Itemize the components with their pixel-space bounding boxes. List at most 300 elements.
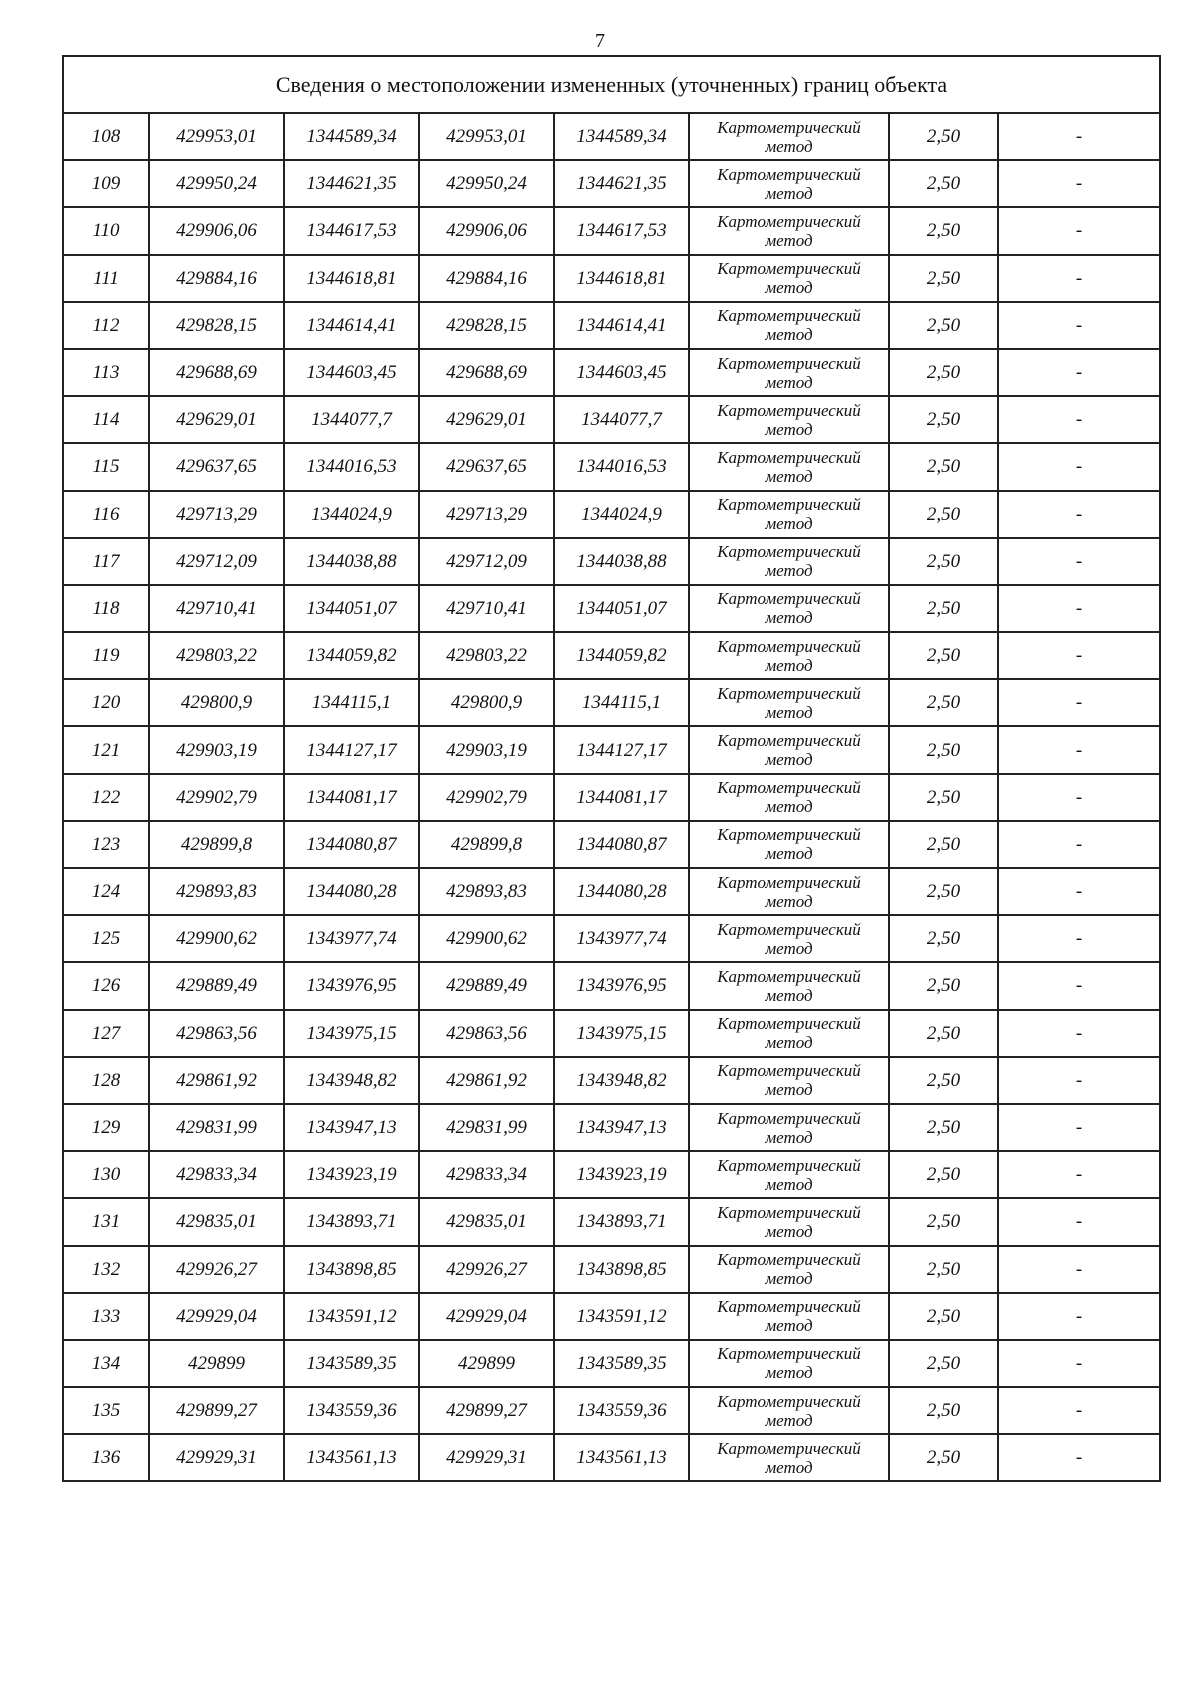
refined-x-cell: 429889,49: [419, 962, 554, 1009]
method-cell: [689, 774, 889, 821]
accuracy-cell: 2,50: [889, 207, 998, 254]
description-cell: -: [998, 1104, 1160, 1151]
refined-y-cell: 1344617,53: [554, 207, 689, 254]
method-cell: [689, 1151, 889, 1198]
refined-y-cell: 1344618,81: [554, 255, 689, 302]
refined-x-cell: 429929,31: [419, 1434, 554, 1481]
accuracy-cell: 2,50: [889, 632, 998, 679]
method-cell: [689, 868, 889, 915]
existing-x-cell: 429637,65: [149, 443, 284, 490]
method-line-2: метод: [765, 797, 813, 817]
method-line-2: метод: [765, 230, 813, 250]
existing-x-cell: 429903,19: [149, 726, 284, 773]
method-line-2: метод: [765, 278, 813, 298]
description-cell: -: [998, 255, 1160, 302]
table-row: [63, 1293, 1160, 1340]
description-cell: -: [998, 632, 1160, 679]
existing-y-cell: 1343589,35: [284, 1340, 419, 1387]
accuracy-cell: 2,50: [889, 113, 998, 160]
refined-y-cell: 1343948,82: [554, 1057, 689, 1104]
method-line-1: Картометрический: [717, 211, 861, 231]
existing-x-cell: 429629,01: [149, 396, 284, 443]
refined-x-cell: 429803,22: [419, 632, 554, 679]
table-row: [63, 1104, 1160, 1151]
point-number-cell: 123: [63, 821, 149, 868]
method-line-1: Картометрический: [717, 1108, 861, 1128]
table-row: [63, 160, 1160, 207]
description-cell: -: [998, 396, 1160, 443]
method-line-2: метод: [765, 419, 813, 439]
method-cell: [689, 1293, 889, 1340]
existing-x-cell: 429800,9: [149, 679, 284, 726]
method-cell: [689, 726, 889, 773]
method-line-1: Картометрический: [717, 117, 861, 137]
description-cell: -: [998, 1010, 1160, 1057]
accuracy-cell: 2,50: [889, 774, 998, 821]
existing-x-cell: 429712,09: [149, 538, 284, 585]
existing-x-cell: 429835,01: [149, 1198, 284, 1245]
description-cell: -: [998, 962, 1160, 1009]
refined-x-cell: 429902,79: [419, 774, 554, 821]
point-number-cell: 120: [63, 679, 149, 726]
point-number-cell: 118: [63, 585, 149, 632]
existing-x-cell: 429803,22: [149, 632, 284, 679]
method-line-2: метод: [765, 1457, 813, 1477]
method-line-2: метод: [765, 561, 813, 581]
method-cell: [689, 1198, 889, 1245]
description-cell: -: [998, 821, 1160, 868]
method-line-1: Картометрический: [717, 1155, 861, 1175]
accuracy-cell: 2,50: [889, 538, 998, 585]
existing-y-cell: 1344080,28: [284, 868, 419, 915]
method-line-1: Картометрический: [717, 636, 861, 656]
method-line-1: Картометрический: [717, 683, 861, 703]
method-cell: [689, 915, 889, 962]
existing-x-cell: 429899,8: [149, 821, 284, 868]
point-number-cell: 128: [63, 1057, 149, 1104]
method-line-1: Картометрический: [717, 1438, 861, 1458]
accuracy-cell: 2,50: [889, 1387, 998, 1434]
point-number-cell: 135: [63, 1387, 149, 1434]
refined-x-cell: 429926,27: [419, 1246, 554, 1293]
method-line-1: Картометрический: [717, 919, 861, 939]
existing-y-cell: 1344618,81: [284, 255, 419, 302]
point-number-cell: 131: [63, 1198, 149, 1245]
method-line-1: Картометрический: [717, 259, 861, 279]
method-cell: [689, 1340, 889, 1387]
refined-x-cell: 429629,01: [419, 396, 554, 443]
table-row: [63, 1151, 1160, 1198]
method-line-2: метод: [765, 514, 813, 534]
point-number-cell: 117: [63, 538, 149, 585]
refined-x-cell: 429900,62: [419, 915, 554, 962]
description-cell: -: [998, 207, 1160, 254]
point-number-cell: 127: [63, 1010, 149, 1057]
point-number-cell: 132: [63, 1246, 149, 1293]
description-cell: -: [998, 349, 1160, 396]
refined-x-cell: 429953,01: [419, 113, 554, 160]
existing-y-cell: 1343893,71: [284, 1198, 419, 1245]
method-line-2: метод: [765, 1033, 813, 1053]
point-number-cell: 125: [63, 915, 149, 962]
table-row: [63, 1198, 1160, 1245]
table-row: [63, 396, 1160, 443]
description-cell: -: [998, 679, 1160, 726]
description-cell: -: [998, 915, 1160, 962]
method-line-2: метод: [765, 750, 813, 770]
method-line-1: Картометрический: [717, 1391, 861, 1411]
table-row: [63, 679, 1160, 726]
table-row: [63, 915, 1160, 962]
existing-x-cell: 429861,92: [149, 1057, 284, 1104]
existing-x-cell: 429926,27: [149, 1246, 284, 1293]
method-cell: [689, 396, 889, 443]
refined-y-cell: 1344614,41: [554, 302, 689, 349]
existing-y-cell: 1344051,07: [284, 585, 419, 632]
existing-y-cell: 1343977,74: [284, 915, 419, 962]
table-row: [63, 207, 1160, 254]
accuracy-cell: 2,50: [889, 255, 998, 302]
existing-x-cell: 429929,04: [149, 1293, 284, 1340]
refined-y-cell: 1344080,87: [554, 821, 689, 868]
method-line-1: Картометрический: [717, 825, 861, 845]
table-row: [63, 1387, 1160, 1434]
method-line-2: метод: [765, 136, 813, 156]
refined-y-cell: 1343561,13: [554, 1434, 689, 1481]
existing-y-cell: 1343591,12: [284, 1293, 419, 1340]
existing-y-cell: 1344016,53: [284, 443, 419, 490]
method-line-2: метод: [765, 1174, 813, 1194]
description-cell: -: [998, 774, 1160, 821]
refined-x-cell: 429861,92: [419, 1057, 554, 1104]
refined-y-cell: 1344059,82: [554, 632, 689, 679]
existing-y-cell: 1344059,82: [284, 632, 419, 679]
method-cell: [689, 1010, 889, 1057]
existing-x-cell: 429902,79: [149, 774, 284, 821]
refined-y-cell: 1344621,35: [554, 160, 689, 207]
point-number-cell: 113: [63, 349, 149, 396]
refined-y-cell: 1344024,9: [554, 491, 689, 538]
method-line-1: Картометрический: [717, 400, 861, 420]
method-line-1: Картометрический: [717, 1014, 861, 1034]
existing-y-cell: 1344077,7: [284, 396, 419, 443]
accuracy-cell: 2,50: [889, 491, 998, 538]
existing-y-cell: 1344621,35: [284, 160, 419, 207]
existing-x-cell: 429710,41: [149, 585, 284, 632]
accuracy-cell: 2,50: [889, 1198, 998, 1245]
description-cell: -: [998, 1198, 1160, 1245]
existing-y-cell: 1343559,36: [284, 1387, 419, 1434]
refined-x-cell: 429899: [419, 1340, 554, 1387]
existing-x-cell: 429906,06: [149, 207, 284, 254]
accuracy-cell: 2,50: [889, 302, 998, 349]
refined-x-cell: 429713,29: [419, 491, 554, 538]
refined-y-cell: 1343923,19: [554, 1151, 689, 1198]
existing-x-cell: 429831,99: [149, 1104, 284, 1151]
refined-y-cell: 1344115,1: [554, 679, 689, 726]
table-row: [63, 349, 1160, 396]
description-cell: -: [998, 1387, 1160, 1434]
method-line-1: Картометрический: [717, 306, 861, 326]
table-row: [63, 1246, 1160, 1293]
accuracy-cell: 2,50: [889, 585, 998, 632]
existing-y-cell: 1344603,45: [284, 349, 419, 396]
table-row: [63, 632, 1160, 679]
method-cell: [689, 443, 889, 490]
table-row: [63, 302, 1160, 349]
method-cell: [689, 538, 889, 585]
refined-x-cell: 429637,65: [419, 443, 554, 490]
accuracy-cell: 2,50: [889, 443, 998, 490]
description-cell: -: [998, 1057, 1160, 1104]
boundary-coordinates-table: [62, 55, 1161, 1482]
accuracy-cell: 2,50: [889, 1340, 998, 1387]
method-cell: [689, 821, 889, 868]
method-cell: [689, 962, 889, 1009]
method-cell: [689, 1387, 889, 1434]
accuracy-cell: 2,50: [889, 915, 998, 962]
existing-x-cell: 429899,27: [149, 1387, 284, 1434]
existing-y-cell: 1344081,17: [284, 774, 419, 821]
refined-y-cell: 1343591,12: [554, 1293, 689, 1340]
method-line-2: метод: [765, 702, 813, 722]
existing-y-cell: 1344080,87: [284, 821, 419, 868]
method-line-2: метод: [765, 891, 813, 911]
description-cell: -: [998, 726, 1160, 773]
existing-y-cell: 1343975,15: [284, 1010, 419, 1057]
description-cell: -: [998, 302, 1160, 349]
method-cell: [689, 349, 889, 396]
existing-x-cell: 429889,49: [149, 962, 284, 1009]
existing-y-cell: 1344127,17: [284, 726, 419, 773]
method-line-2: метод: [765, 1080, 813, 1100]
method-cell: [689, 1246, 889, 1293]
method-line-1: Картометрический: [717, 447, 861, 467]
existing-x-cell: 429884,16: [149, 255, 284, 302]
table-row: [63, 443, 1160, 490]
description-cell: -: [998, 443, 1160, 490]
description-cell: -: [998, 1340, 1160, 1387]
point-number-cell: 136: [63, 1434, 149, 1481]
point-number-cell: 133: [63, 1293, 149, 1340]
refined-x-cell: 429710,41: [419, 585, 554, 632]
accuracy-cell: 2,50: [889, 1057, 998, 1104]
point-number-cell: 129: [63, 1104, 149, 1151]
existing-y-cell: 1344617,53: [284, 207, 419, 254]
accuracy-cell: 2,50: [889, 349, 998, 396]
existing-y-cell: 1343948,82: [284, 1057, 419, 1104]
table-row: [63, 1057, 1160, 1104]
point-number-cell: 134: [63, 1340, 149, 1387]
method-cell: [689, 632, 889, 679]
refined-x-cell: 429800,9: [419, 679, 554, 726]
existing-y-cell: 1343923,19: [284, 1151, 419, 1198]
method-line-1: Картометрический: [717, 731, 861, 751]
refined-x-cell: 429828,15: [419, 302, 554, 349]
refined-y-cell: 1343976,95: [554, 962, 689, 1009]
accuracy-cell: 2,50: [889, 679, 998, 726]
existing-x-cell: 429900,62: [149, 915, 284, 962]
method-cell: [689, 585, 889, 632]
table-row: [63, 113, 1160, 160]
method-line-1: Картометрический: [717, 1344, 861, 1364]
method-line-2: метод: [765, 1127, 813, 1147]
refined-x-cell: 429833,34: [419, 1151, 554, 1198]
existing-x-cell: 429893,83: [149, 868, 284, 915]
existing-x-cell: 429950,24: [149, 160, 284, 207]
accuracy-cell: 2,50: [889, 396, 998, 443]
table-header-row: [63, 56, 1160, 113]
point-number-cell: 126: [63, 962, 149, 1009]
accuracy-cell: 2,50: [889, 1246, 998, 1293]
table-row: [63, 868, 1160, 915]
refined-y-cell: 1344081,17: [554, 774, 689, 821]
point-number-cell: 121: [63, 726, 149, 773]
method-line-2: метод: [765, 1363, 813, 1383]
accuracy-cell: 2,50: [889, 821, 998, 868]
refined-y-cell: 1344077,7: [554, 396, 689, 443]
method-cell: [689, 1057, 889, 1104]
point-number-cell: 114: [63, 396, 149, 443]
refined-y-cell: 1343559,36: [554, 1387, 689, 1434]
method-line-1: Картометрический: [717, 589, 861, 609]
refined-x-cell: 429712,09: [419, 538, 554, 585]
refined-y-cell: 1343975,15: [554, 1010, 689, 1057]
accuracy-cell: 2,50: [889, 726, 998, 773]
existing-y-cell: 1343976,95: [284, 962, 419, 1009]
point-number-cell: 108: [63, 113, 149, 160]
existing-x-cell: 429833,34: [149, 1151, 284, 1198]
refined-x-cell: 429884,16: [419, 255, 554, 302]
point-number-cell: 110: [63, 207, 149, 254]
description-cell: -: [998, 1151, 1160, 1198]
method-line-2: метод: [765, 325, 813, 345]
refined-x-cell: 429893,83: [419, 868, 554, 915]
table-row: [63, 585, 1160, 632]
table-row: [63, 774, 1160, 821]
method-line-2: метод: [765, 844, 813, 864]
method-line-1: Картометрический: [717, 1202, 861, 1222]
method-line-2: метод: [765, 608, 813, 628]
existing-y-cell: 1344614,41: [284, 302, 419, 349]
method-line-2: метод: [765, 938, 813, 958]
refined-x-cell: 429903,19: [419, 726, 554, 773]
description-cell: -: [998, 113, 1160, 160]
table-row: [63, 726, 1160, 773]
existing-y-cell: 1343898,85: [284, 1246, 419, 1293]
method-line-2: метод: [765, 466, 813, 486]
refined-x-cell: 429899,27: [419, 1387, 554, 1434]
method-cell: [689, 1434, 889, 1481]
point-number-cell: 111: [63, 255, 149, 302]
refined-x-cell: 429688,69: [419, 349, 554, 396]
table-title: Сведения о местоположении измененных (уточненных) границ объекта: [63, 56, 1160, 113]
refined-x-cell: 429929,04: [419, 1293, 554, 1340]
refined-x-cell: 429906,06: [419, 207, 554, 254]
refined-x-cell: 429863,56: [419, 1010, 554, 1057]
accuracy-cell: 2,50: [889, 962, 998, 1009]
method-cell: [689, 491, 889, 538]
page-number: 7: [595, 30, 605, 52]
refined-x-cell: 429831,99: [419, 1104, 554, 1151]
refined-y-cell: 1344080,28: [554, 868, 689, 915]
existing-y-cell: 1344024,9: [284, 491, 419, 538]
existing-x-cell: 429863,56: [149, 1010, 284, 1057]
refined-y-cell: 1344038,88: [554, 538, 689, 585]
description-cell: -: [998, 491, 1160, 538]
refined-x-cell: 429899,8: [419, 821, 554, 868]
refined-y-cell: 1343898,85: [554, 1246, 689, 1293]
existing-x-cell: 429688,69: [149, 349, 284, 396]
existing-y-cell: 1344589,34: [284, 113, 419, 160]
refined-y-cell: 1344127,17: [554, 726, 689, 773]
refined-y-cell: 1343977,74: [554, 915, 689, 962]
accuracy-cell: 2,50: [889, 1151, 998, 1198]
description-cell: -: [998, 1434, 1160, 1481]
method-line-1: Картометрический: [717, 542, 861, 562]
method-cell: [689, 1104, 889, 1151]
refined-x-cell: 429835,01: [419, 1198, 554, 1245]
method-line-2: метод: [765, 183, 813, 203]
description-cell: -: [998, 1246, 1160, 1293]
existing-y-cell: 1344115,1: [284, 679, 419, 726]
method-line-1: Картометрический: [717, 1061, 861, 1081]
point-number-cell: 122: [63, 774, 149, 821]
table-row: [63, 962, 1160, 1009]
refined-y-cell: 1344589,34: [554, 113, 689, 160]
point-number-cell: 130: [63, 1151, 149, 1198]
description-cell: -: [998, 868, 1160, 915]
accuracy-cell: 2,50: [889, 1104, 998, 1151]
method-line-1: Картометрический: [717, 1297, 861, 1317]
method-line-2: метод: [765, 1316, 813, 1336]
method-line-1: Картометрический: [717, 353, 861, 373]
method-cell: [689, 255, 889, 302]
refined-y-cell: 1344051,07: [554, 585, 689, 632]
existing-y-cell: 1343561,13: [284, 1434, 419, 1481]
method-line-1: Картометрический: [717, 778, 861, 798]
method-line-2: метод: [765, 372, 813, 392]
description-cell: -: [998, 538, 1160, 585]
method-line-2: метод: [765, 985, 813, 1005]
table-row: [63, 538, 1160, 585]
table-row: [63, 821, 1160, 868]
point-number-cell: 124: [63, 868, 149, 915]
method-cell: [689, 302, 889, 349]
refined-y-cell: 1344016,53: [554, 443, 689, 490]
method-line-1: Картометрический: [717, 164, 861, 184]
refined-y-cell: 1343589,35: [554, 1340, 689, 1387]
table-row: [63, 491, 1160, 538]
method-cell: [689, 113, 889, 160]
description-cell: -: [998, 160, 1160, 207]
method-line-1: Картометрический: [717, 495, 861, 515]
method-line-1: Картометрический: [717, 966, 861, 986]
point-number-cell: 109: [63, 160, 149, 207]
method-cell: [689, 679, 889, 726]
point-number-cell: 119: [63, 632, 149, 679]
table-row: [63, 1010, 1160, 1057]
description-cell: -: [998, 1293, 1160, 1340]
refined-x-cell: 429950,24: [419, 160, 554, 207]
table-row: [63, 1434, 1160, 1481]
point-number-cell: 115: [63, 443, 149, 490]
point-number-cell: 116: [63, 491, 149, 538]
method-line-1: Картометрический: [717, 1250, 861, 1270]
description-cell: -: [998, 585, 1160, 632]
existing-x-cell: 429828,15: [149, 302, 284, 349]
accuracy-cell: 2,50: [889, 1293, 998, 1340]
